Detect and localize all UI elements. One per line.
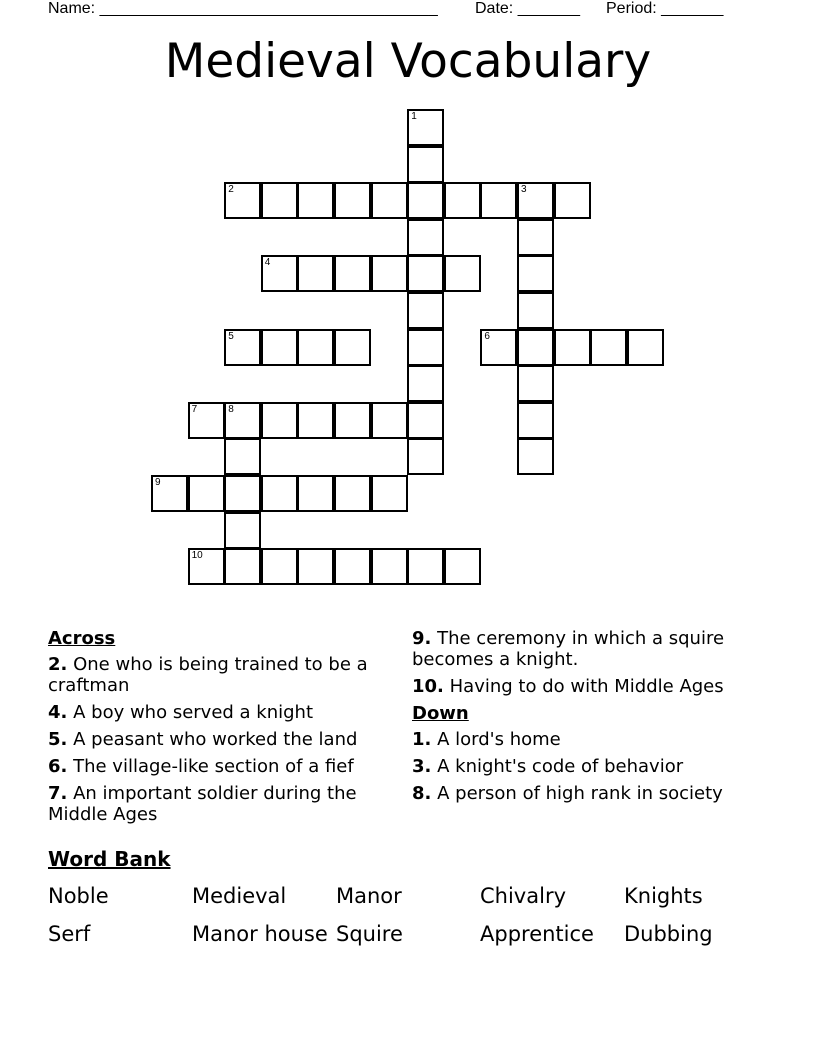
word-bank-item: Chivalry — [480, 884, 566, 908]
crossword-cell[interactable] — [407, 146, 444, 183]
crossword-cell[interactable] — [371, 475, 408, 512]
word-bank-item: Knights — [624, 884, 703, 908]
clues-column-left — [48, 628, 393, 831]
crossword-cell[interactable] — [371, 255, 408, 292]
crossword-cell[interactable] — [224, 329, 261, 366]
crossword-cell[interactable] — [517, 219, 554, 256]
crossword-cell[interactable] — [334, 182, 371, 219]
across-heading: Across — [48, 628, 116, 649]
crossword-cell[interactable] — [627, 329, 664, 366]
crossword-cell[interactable] — [151, 475, 188, 512]
crossword-cell[interactable] — [480, 182, 517, 219]
crossword-cell[interactable] — [590, 329, 627, 366]
crossword-cell[interactable] — [554, 182, 591, 219]
clue-across-2: 2. One who is being trained to be a craftman — [48, 654, 368, 696]
word-bank-item: Apprentice — [480, 922, 594, 946]
word-bank-item: Dubbing — [624, 922, 713, 946]
word-bank-item: Medieval — [192, 884, 287, 908]
crossword-cell[interactable] — [261, 402, 298, 439]
crossword-cell[interactable] — [371, 182, 408, 219]
crossword-cell[interactable] — [517, 438, 554, 475]
word-bank-item: Squire — [336, 922, 403, 946]
crossword-cell[interactable] — [224, 182, 261, 219]
word-bank-item: Manor house — [192, 922, 328, 946]
crossword-cell[interactable] — [371, 548, 408, 585]
crossword-cell[interactable] — [480, 329, 517, 366]
crossword-cell[interactable] — [371, 402, 408, 439]
crossword-cell[interactable] — [554, 329, 591, 366]
crossword-cell[interactable] — [407, 548, 444, 585]
crossword-cell[interactable] — [517, 255, 554, 292]
crossword-cell[interactable] — [261, 329, 298, 366]
crossword-cell[interactable] — [407, 219, 444, 256]
clue-number: 6 — [484, 330, 490, 342]
crossword-cell[interactable] — [224, 548, 261, 585]
crossword-cell[interactable] — [188, 402, 225, 439]
clue-down-1: 1. A lord's home — [412, 729, 561, 750]
crossword-cell[interactable] — [297, 182, 334, 219]
crossword-cell[interactable] — [188, 475, 225, 512]
crossword-cell[interactable] — [224, 438, 261, 475]
crossword-cell[interactable] — [334, 329, 371, 366]
crossword-cell[interactable] — [297, 548, 334, 585]
crossword-cell[interactable] — [407, 292, 444, 329]
clue-across-9: 9. The ceremony in which a squire becomes a knight. — [412, 628, 725, 670]
down-heading: Down — [412, 703, 469, 724]
crossword-cell[interactable] — [444, 182, 481, 219]
clue-number: 1 — [411, 111, 417, 122]
crossword-cell[interactable] — [517, 292, 554, 329]
clue-number: 3 — [521, 184, 527, 196]
crossword-cell[interactable] — [224, 512, 261, 549]
clues-column-right — [412, 628, 772, 810]
crossword-cell[interactable] — [261, 255, 298, 292]
clue-number: 10 — [191, 550, 203, 562]
clue-down-8: 8. A person of high rank in society — [412, 783, 723, 804]
clue-across-6: 6. The village-like section of a fief — [48, 756, 354, 777]
crossword-cell[interactable] — [407, 109, 444, 146]
crossword-cell[interactable] — [297, 255, 334, 292]
crossword-cell[interactable] — [444, 255, 481, 292]
clue-down-3: 3. A knight's code of behavior — [412, 756, 684, 777]
clue-number: 9 — [155, 477, 161, 488]
crossword-cell[interactable] — [297, 329, 334, 366]
clue-number: 7 — [191, 403, 198, 415]
crossword-cell[interactable] — [407, 438, 444, 475]
crossword-cell[interactable] — [297, 402, 334, 439]
crossword-cell[interactable] — [407, 182, 444, 219]
crossword-cell[interactable] — [517, 402, 554, 439]
crossword-cell[interactable] — [407, 255, 444, 292]
clue-across-10: 10. Having to do with Middle Ages — [412, 676, 724, 697]
date-field-label: Date: _______ — [475, 0, 580, 17]
crossword-cell[interactable] — [334, 255, 371, 292]
clue-number: 2 — [228, 184, 234, 196]
crossword-cell[interactable] — [334, 475, 371, 512]
clue-across-7: 7. An important soldier during the Middle Ages — [48, 783, 357, 825]
crossword-cell[interactable] — [224, 475, 261, 512]
crossword-cell[interactable] — [407, 329, 444, 366]
crossword-cell[interactable] — [224, 402, 261, 439]
crossword-cell[interactable] — [261, 548, 298, 585]
crossword-cell[interactable] — [334, 548, 371, 585]
crossword-cell[interactable] — [407, 365, 444, 402]
clue-across-4: 4. A boy who served a knight — [48, 702, 314, 723]
clue-number: 5 — [228, 330, 234, 342]
crossword-cell[interactable] — [517, 329, 554, 366]
clue-number: 8 — [228, 403, 234, 415]
word-bank-item: Serf — [48, 922, 91, 946]
word-bank-title: Word Bank — [48, 847, 171, 871]
word-bank-item: Noble — [48, 884, 109, 908]
crossword-cell[interactable] — [188, 548, 225, 585]
crossword-cell[interactable] — [261, 475, 298, 512]
crossword-cell[interactable] — [297, 475, 334, 512]
crossword-cell[interactable] — [517, 182, 554, 219]
clue-across-5: 5. A peasant who worked the land — [48, 729, 358, 750]
word-bank-item: Manor — [336, 884, 402, 908]
name-field-label: Name: ______________________________________ — [48, 0, 438, 17]
crossword-cell[interactable] — [407, 402, 444, 439]
crossword-cell[interactable] — [444, 548, 481, 585]
crossword-cell[interactable] — [334, 402, 371, 439]
clue-number: 4 — [264, 257, 271, 269]
crossword-cell[interactable] — [261, 182, 298, 219]
period-field-label: Period: _______ — [606, 0, 724, 17]
crossword-cell[interactable] — [517, 365, 554, 402]
page-title: Medieval Vocabulary — [164, 34, 652, 89]
